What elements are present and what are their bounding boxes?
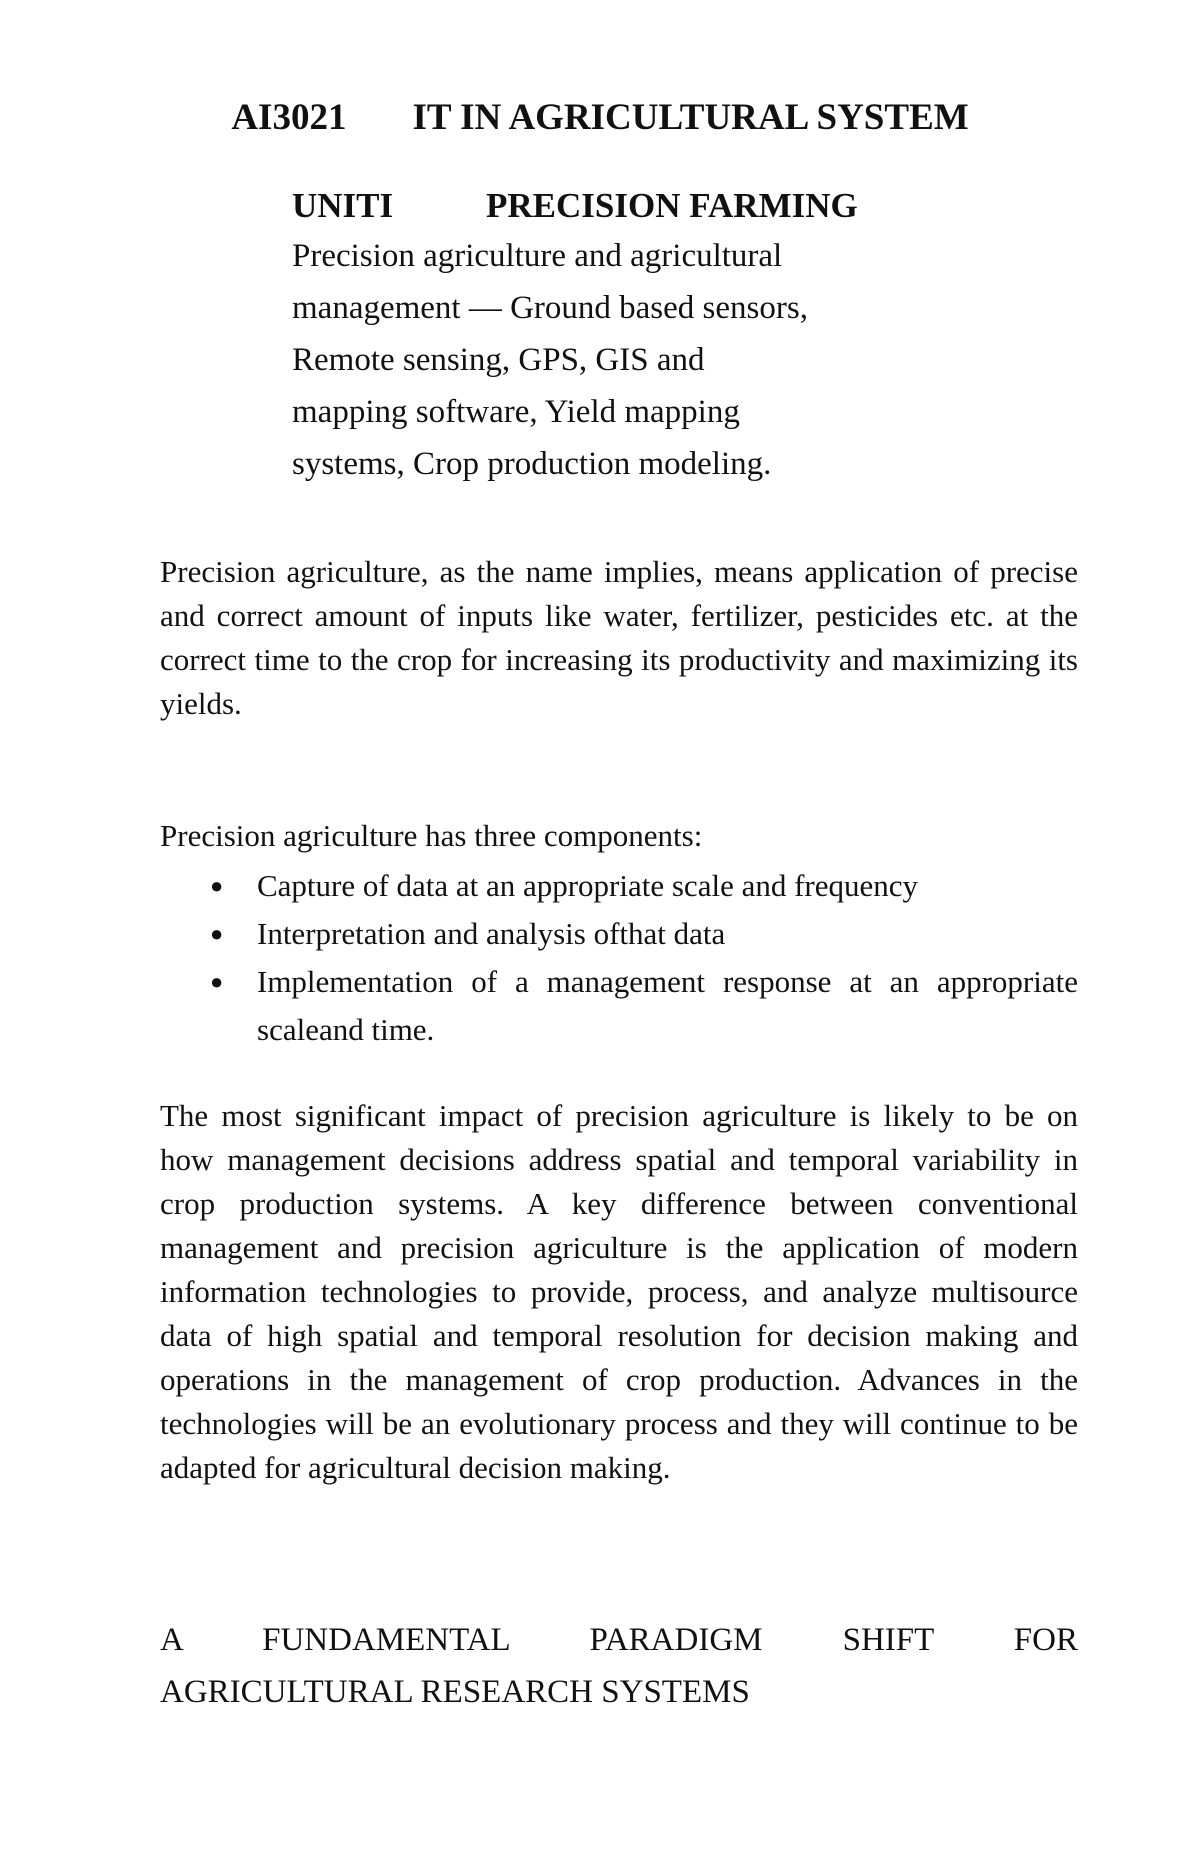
course-name: IT IN AGRICULTURAL SYSTEM [412,97,969,138]
unit-topic-line: mapping software, Yield mapping [292,394,740,430]
course-title [0,96,1200,140]
unit-topic-line: systems, Crop production modeling. [292,446,772,482]
unit-title: PRECISION FARMING [486,186,858,225]
list-item [160,910,1078,958]
components-list [160,862,1078,1054]
components-section [160,814,1078,1054]
components-intro: Precision agriculture has three components: [160,818,703,853]
bullet-icon: ● [210,969,224,994]
list-item [160,958,1078,1054]
list-item-text: Capture of data at an appropriate scale and frequency [257,868,919,903]
list-item-text: Interpretation and analysis ofthat data [257,916,726,951]
course-code: AI3021 [231,97,347,138]
unit-summary [292,182,952,490]
unit-topic-line: management — Ground based sensors, [292,290,808,326]
bullet-icon: ● [210,873,224,898]
list-item-text: Implementation of a management response at an appropriate scaleand time. [257,964,1078,1047]
section-heading-line: A FUNDAMENTAL PARADIGM SHIFT FOR [160,1622,1078,1658]
impact-paragraph: The most significant impact of precision agriculture is likely to be on how management decisions address spatial and temporal variability in crop production systems. A key difference between conventional management and precision agriculture is the application of modern information technologies to provide, process, and analyze multisource data of high spatial and temporal resolution for decision making and operations in the management of crop production. Advances in the technologies will be an evolutionary process and they will continue to be adapted for agricultural decision making. [160,1098,1078,1485]
list-item [160,862,1078,910]
unit-topic-line: Precision agriculture and agricultural [292,238,783,274]
unit-heading [292,182,952,230]
unit-number: UNITI [292,186,394,225]
intro-paragraph: Precision agriculture, as the name implies, means application of precise and correct amount of inputs like water, fertilizer, pesticides etc. at the correct time to the crop for increasing its productivity and maximizing its yields. [160,554,1078,721]
section-heading [160,1614,1078,1718]
bullet-icon: ● [210,921,224,946]
section-heading-line: AGRICULTURAL RESEARCH SYSTEMS [160,1674,750,1710]
unit-topic-line: Remote sensing, GPS, GIS and [292,342,705,378]
